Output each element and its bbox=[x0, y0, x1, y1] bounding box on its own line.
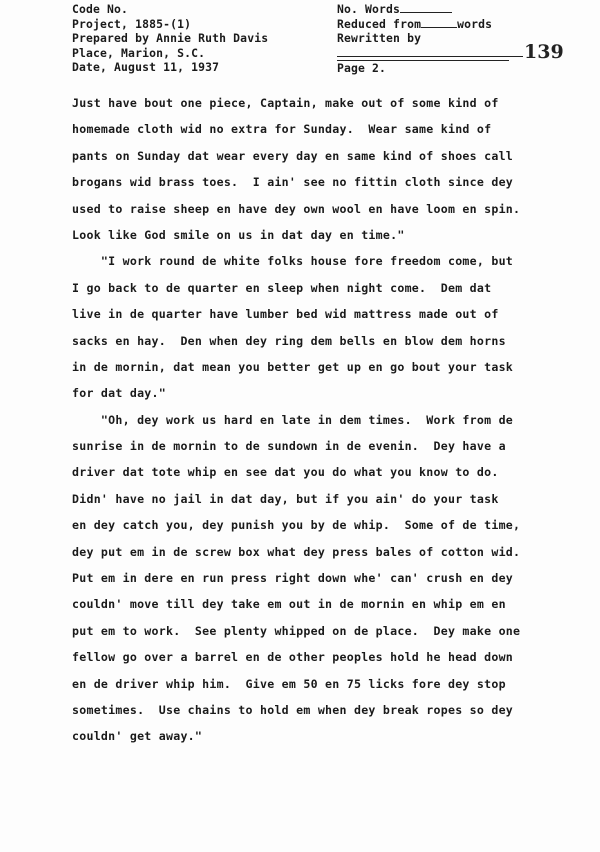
reduced-from-label: Reduced from bbox=[337, 16, 422, 31]
header-signature-line bbox=[337, 46, 523, 61]
body-line: Just have bout one piece, Captain, make out of some kind of bbox=[72, 96, 499, 110]
header-words-line bbox=[337, 2, 523, 17]
body-line: sunrise in de mornin to de sundown in de evenin. Dey have a bbox=[72, 439, 506, 454]
words-blank bbox=[400, 2, 452, 13]
body-line: sometimes. Use chains to hold em when dey break ropes so dey bbox=[72, 702, 514, 717]
header-project-line: Project, 1885-(1) bbox=[72, 16, 192, 31]
body-line: "Oh, dey work us hard en late in dem times. Work from de bbox=[72, 412, 514, 427]
header-reduced-line bbox=[337, 17, 523, 32]
body-line: used to raise sheep en have dey own wool en have loom en spin. bbox=[72, 201, 521, 216]
body-line: pants on Sunday dat wear every day en same kind of shoes call bbox=[72, 148, 514, 163]
header-page-line bbox=[337, 60, 523, 75]
body-line: fellow go over a barrel en de other peoples hold he head down bbox=[72, 650, 514, 665]
body-line: I go back to de quarter en sleep when night come. Dem dat bbox=[72, 280, 492, 295]
header-prepared-line: Prepared by Annie Ruth Davis bbox=[72, 31, 269, 46]
body-line: homemade cloth wid no extra for Sunday. Wear same kind of bbox=[72, 122, 492, 137]
header-date-line: Date, August 11, 1937 bbox=[72, 60, 220, 75]
words-label: No. Words bbox=[337, 2, 401, 16]
body-line: couldn' get away." bbox=[72, 729, 203, 744]
body-line: Look like God smile on us in dat day en time." bbox=[72, 227, 405, 242]
rewritten-blank bbox=[337, 46, 523, 57]
reduced-blank bbox=[421, 17, 457, 28]
header-left-block bbox=[72, 2, 268, 75]
body-line: "I work round de white folks house fore freedom come, but bbox=[72, 254, 514, 269]
page-number: 139 bbox=[524, 41, 564, 63]
body-text bbox=[72, 96, 572, 756]
page-label: Page 2. bbox=[337, 60, 509, 76]
body-line: in de mornin, dat mean you better get up en go bout your task bbox=[72, 359, 514, 374]
header-right-block bbox=[337, 2, 523, 75]
body-line: sacks en hay. Den when dey ring dem bells en blow dem horns bbox=[72, 333, 506, 348]
body-line: for dat day." bbox=[72, 386, 166, 401]
body-line: brogans wid brass toes. I ain' see no fittin cloth since dey bbox=[72, 175, 514, 190]
body-line: en dey catch you, dey punish you by de whip. Some of de time, bbox=[72, 518, 521, 533]
header-rewritten-line: Rewritten by bbox=[337, 31, 422, 46]
header-code-line: Code No. bbox=[72, 2, 129, 16]
body-line: put em to work. See plenty whipped on de place. Dey make one bbox=[72, 623, 521, 638]
body-line: Put em in dere en run press right down whe' can' crush en dey bbox=[72, 571, 514, 586]
header-place-line: Place, Marion, S.C. bbox=[72, 45, 206, 60]
body-line: en de driver whip him. Give em 50 en 75 licks fore dey stop bbox=[72, 676, 506, 691]
body-line: live in de quarter have lumber bed wid mattress made out of bbox=[72, 307, 499, 322]
body-line: Didn' have no jail in dat day, but if you ain' do your task bbox=[72, 491, 499, 506]
body-line: dey put em in de screw box what dey press bales of cotton wid. bbox=[72, 544, 521, 559]
reduced-words-label: words bbox=[457, 16, 493, 31]
body-line: driver dat tote whip en see dat you do what you know to do. bbox=[72, 465, 499, 480]
body-line: couldn' move till dey take em out in de mornin en whip em en bbox=[72, 597, 506, 612]
